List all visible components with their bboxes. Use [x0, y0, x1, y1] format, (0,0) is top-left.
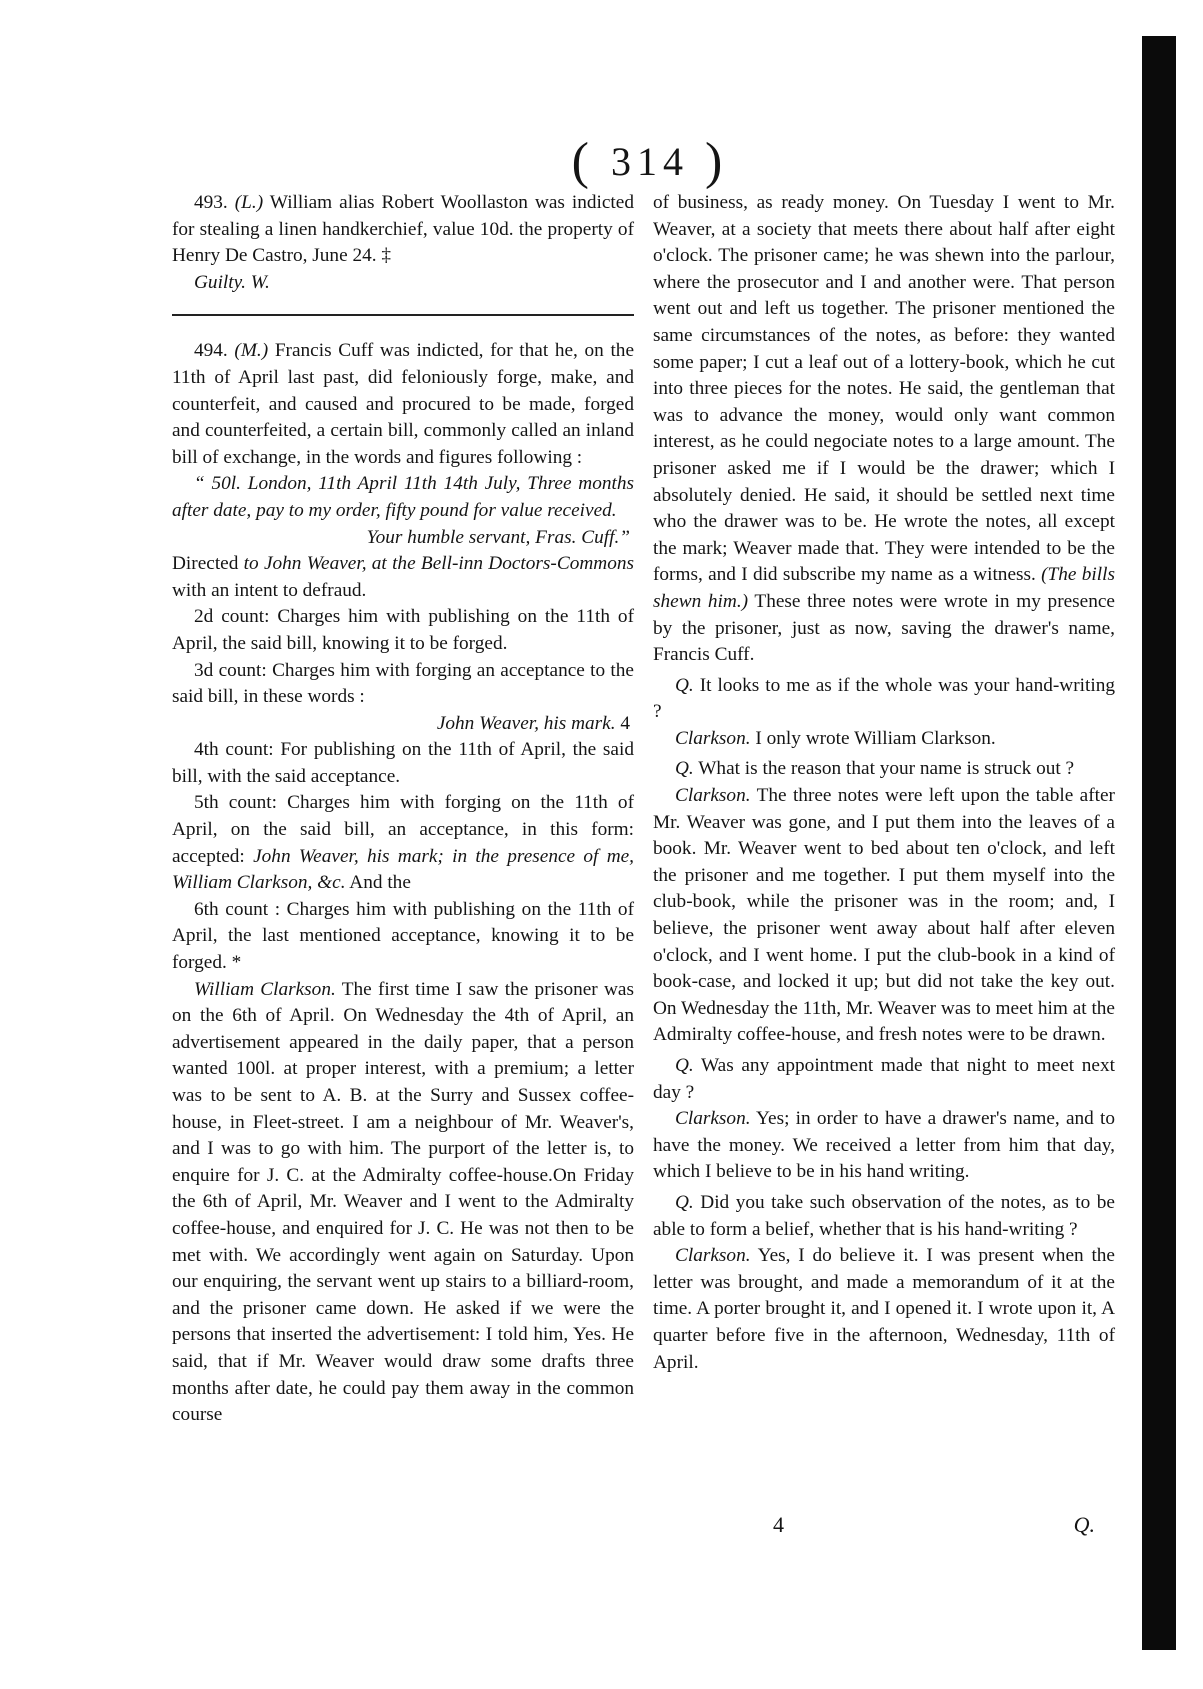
case-text: William alias Robert Woollaston was indicted for stealing a linen handkerchief, value 10d. the property of Henry De Castro, June 24. ‡: [172, 192, 634, 267]
speaker-name: William Clarkson.: [194, 978, 336, 1000]
left-column: [172, 190, 634, 1429]
count-5-pre: 5th count: Charges him with forging on the 11th of April, on the said bill, an acceptance, in this form: accepted:: [172, 792, 634, 867]
question-text: It looks to me as if the whole was your hand-writing ?: [653, 674, 1115, 723]
catchword: Q.: [1073, 1512, 1095, 1537]
speaker-name: Clarkson.: [675, 727, 751, 749]
case-494-intro: [172, 338, 634, 471]
count-4: 4th count: For publishing on the 11th of April, the said bill, with the said acceptance.: [172, 739, 634, 787]
count-6: 6th count : Charges him with publishing on the 11th of April, the last mentioned acceptance, knowing it to be forged. *: [172, 898, 634, 974]
answer-text: I only wrote William Clarkson.: [755, 727, 996, 749]
question-label: Q.: [675, 1055, 694, 1076]
scan-edge-shadow: [1142, 36, 1176, 1650]
question-label: Q.: [675, 674, 694, 696]
case-493: [172, 190, 634, 270]
answer-4: [653, 1243, 1115, 1376]
speaker-name: Clarkson.: [675, 1108, 751, 1130]
signature-mark: 4: [773, 1512, 784, 1537]
question-text: Did you take such observation of the notes, as to be able to form a belief, whether that is his hand-writing ?: [653, 1191, 1115, 1240]
testimony-clarkson: [172, 977, 634, 1429]
case-number: 493.: [194, 192, 228, 213]
answer-text: Yes; in order to have a drawer's name, and to have the money. We received a letter from him that day, which I believe to be in his hand writing.: [653, 1108, 1115, 1183]
testimony-text: The first time I saw the prisoner was on the 6th of April. On Wednesday the 4th of April, an advertisement appeared in the daily paper, that a person wanted 100l. at proper interest, with a premium; a letter was to be sent to A. B. at the Surry and Sussex coffee-house, in Fleet-street. I am a neighbour of Mr. Weaver's, and I was to go with him. The purport of the letter is, to enquire for J. C. at the Admiralty coffee-house.On Friday the 6th of April, Mr. Weaver and I went to the Admiralty coffee-house, and enquired for J. C. He was not then to be met with. We accordingly went again on Saturday. Upon our enquiring, the servant went up stairs to a billiard-room, and the prisoner came down. He asked if we were the persons that inserted the advertisement: I told him, Yes. He said, that if Mr. Weaver would draw some drafts three months after date, he could pay them away in the common course: [172, 978, 634, 1426]
acceptance-signature: John Weaver, his mark.: [436, 712, 616, 734]
speaker-name: Clarkson.: [675, 785, 751, 807]
bill-directed: [172, 551, 634, 604]
question-1: [653, 673, 1115, 726]
case-tag: (M.): [234, 340, 269, 362]
answer-1: [653, 726, 1115, 753]
directed-address: to John Weaver, at the Bell-inn Doctors-Commons: [243, 553, 634, 575]
directed-pre: Directed: [172, 553, 239, 575]
question-2: [653, 756, 1115, 783]
bill-signature: Your humble servant, Fras. Cuff.”: [366, 526, 630, 548]
directed-post: with an intent to defraud.: [172, 579, 367, 601]
section-divider: [172, 314, 634, 316]
answer-text: The three notes were left upon the table after Mr. Weaver was gone, and I put them into the leaves of a book. Mr. Weaver went to bed about ten o'clock, and left the prisoner and me together. I put them myself into the club-book, while the prisoner was in the room; and, I believe, the prisoner went away about half after eleven o'clock, and I went home. I put the club-book in a kind of book-case, and locked it up; but did not take the key out. On Wednesday the 11th, Mr. Weaver was to meet him at the Admiralty coffee-house, and fresh notes were to be drawn.: [653, 785, 1115, 1046]
question-label: Q.: [675, 1191, 694, 1213]
speaker-name: Clarkson.: [675, 1245, 751, 1267]
case-tag: (L.): [234, 192, 264, 213]
count-3-signature: [172, 711, 634, 738]
count-5: [172, 790, 634, 896]
testimony-continued: [653, 190, 1115, 669]
question-3: [653, 1053, 1115, 1106]
answer-3: [653, 1106, 1115, 1186]
answer-2: [653, 783, 1115, 1049]
page-number: 314: [611, 139, 689, 184]
acceptance-mark: 4: [620, 712, 630, 734]
count-3: 3d count: Charges him with forging an acceptance to the said bill, in these words :: [172, 659, 634, 708]
bill-text: “ 50l. London, 11th April 11th 14th July, Three months after date, pay to my order, fifty pound for value received.: [172, 473, 634, 521]
testimony-text-end: These three notes were wrote in my presence by the prisoner, just as now, saving the drawer's name, Francis Cuff.: [653, 590, 1115, 666]
close-paren: ): [705, 133, 729, 190]
count-5-acceptance: John Weaver, his mark; in the presence of me, William Clarkson, &c.: [172, 845, 634, 894]
answer-text: Yes, I do believe it. I was present when the letter was brought, and made a memorandum of it at the time. A porter brought it, and I opened it. I wrote upon it, A quarter before five in the afternoon, Wednesday, 11th of April.: [653, 1245, 1115, 1373]
stage-direction: (The bills shewn him.): [653, 564, 1115, 612]
count-2: 2d count: Charges him with publishing on the 11th of April, the said bill, knowing it to be forged.: [172, 606, 634, 654]
question-text: Was any appointment made that night to meet next day ?: [653, 1055, 1115, 1103]
testimony-text: of business, as ready money. On Tuesday I went to Mr. Weaver, at a society that meets there about half after eight o'clock. The prisoner came; he was shewn into the parlour, where the prosecutor and I and another were. That person went out and left us together. The prisoner mentioned the same circumstances of the notes, as before: they wanted some paper; I cut a leaf out of a lottery-book, which he cut into three pieces for the notes. He said, the gentleman that was to advance the money, would only want common interest, as he could negociate notes to a large amount. The prisoner asked me if I would be the drawer; which I absolutely denied. He said, it should be settled next time who the drawer was to be. He wrote the notes, all except the mark; Weaver made that. They were intended to be the forms, and I did subscribe my name as a witness.: [653, 192, 1115, 586]
question-4: [653, 1190, 1115, 1243]
open-paren: (: [571, 133, 595, 190]
question-text: What is the reason that your name is struck out ?: [698, 758, 1075, 780]
case-text: Francis Cuff was indicted, for that he, on the 11th of April last past, did feloniously forge, make, and counterfeit, and caused and procured to be made, forged and counterfeited, a certain bill, commonly called an inland bill of exchange, in the words and figures following :: [172, 340, 635, 468]
verdict: Guilty. W.: [194, 271, 270, 293]
right-column: [653, 190, 1115, 1376]
question-label: Q.: [675, 758, 694, 780]
page-header: [560, 133, 740, 190]
case-number: 494.: [194, 340, 228, 362]
count-5-post: And the: [349, 872, 411, 894]
